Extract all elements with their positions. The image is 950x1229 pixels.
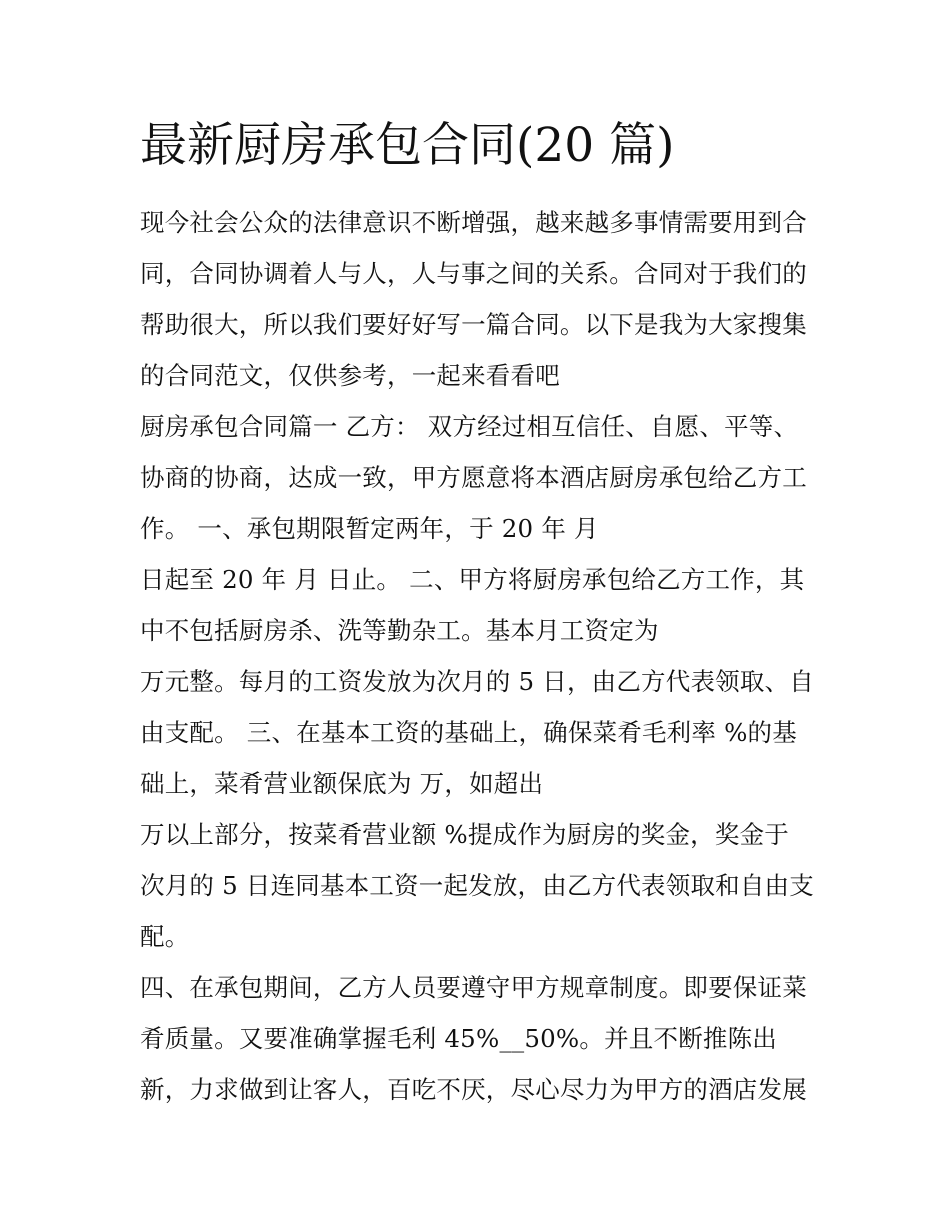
text-line-16: 四、在承包期间，乙方人员要遵守甲方规章制度。即要保证菜 bbox=[140, 973, 807, 1002]
text-line-12: 础上，菜肴营业额保底为 万，如超出 bbox=[140, 769, 544, 798]
document-title: 最新厨房承包合同(20 篇) bbox=[140, 118, 675, 173]
text-line-5: 厨房承包合同篇一 乙方： 双方经过相互信任、自愿、平等、 bbox=[140, 412, 799, 441]
document-body bbox=[140, 205, 820, 1123]
text-line-14: 次月的 5 日连同基本工资一起发放，由乙方代表领取和自由支 bbox=[140, 871, 814, 900]
text-line-10: 万元整。每月的工资发放为次月的 5 日，由乙方代表领取、自 bbox=[140, 667, 814, 696]
text-line-15: 配。 bbox=[140, 922, 190, 951]
text-line-11: 由支配。 三、在基本工资的基础上，确保菜肴毛利率 %的基 bbox=[140, 718, 797, 747]
text-line-6: 协商的协商，达成一致，甲方愿意将本酒店厨房承包给乙方工 bbox=[140, 463, 807, 492]
text-line-8: 日起至 20 年 月 日止。 二、甲方将厨房承包给乙方工作，其 bbox=[140, 565, 805, 594]
text-line-4: 的合同范文，仅供参考，一起来看看吧 bbox=[140, 361, 560, 390]
text-line-13: 万以上部分，按菜肴营业额 %提成作为厨房的奖金，奖金于 bbox=[140, 820, 789, 849]
text-line-9: 中不包括厨房杀、洗等勤杂工。基本月工资定为 bbox=[140, 616, 659, 645]
text-line-3: 帮助很大，所以我们要好好写一篇合同。以下是我为大家搜集 bbox=[140, 310, 807, 339]
text-line-17: 肴质量。又要准确掌握毛利 45%__50%。并且不断推陈出 bbox=[140, 1024, 777, 1053]
text-line-7: 作。 一、承包期限暂定两年，于 20 年 月 bbox=[140, 514, 599, 543]
text-line-18: 新，力求做到让客人，百吃不厌，尽心尽力为甲方的酒店发展 bbox=[140, 1075, 807, 1104]
text-line-1: 现今社会公众的法律意识不断增强，越来越多事情需要用到合 bbox=[140, 208, 807, 237]
text-line-2: 同，合同协调着人与人，人与事之间的关系。合同对于我们的 bbox=[140, 259, 807, 288]
